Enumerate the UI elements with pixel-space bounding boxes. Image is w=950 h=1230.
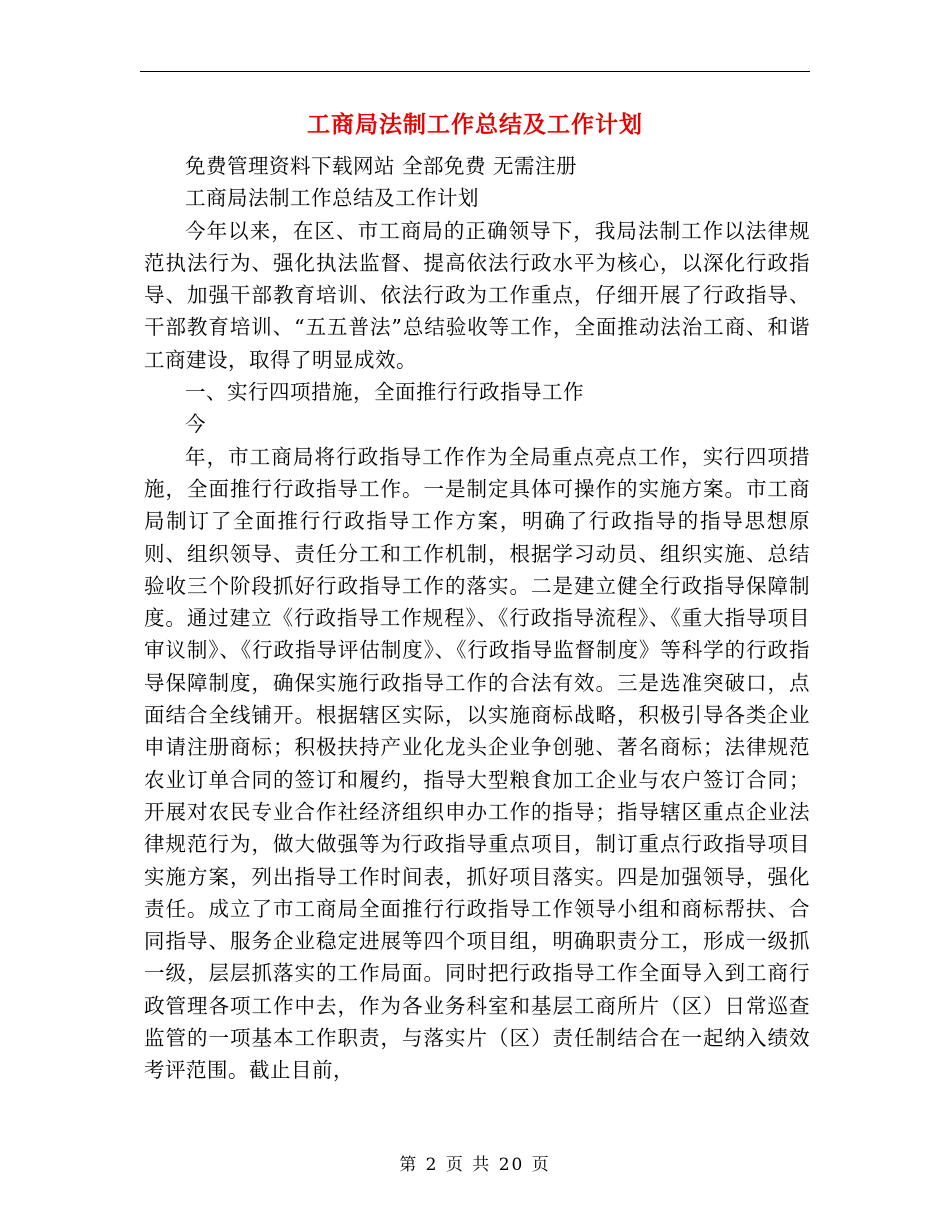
paragraph-fragment: 今 (185, 412, 206, 437)
paragraph-measures: 年，市工商局将行政指导工作作为全局重点亮点工作，实行四项措施，全面推行行政指导工作。一是制定具体可操作的实施方案。市工商局制订了全面推行行政指导工作方案，明确了行政指导的指导思想原则、组织领导、责任分工和工作机制，根据学习动员、组织实施、总结验收三个阶段抓好行政指导工作的落实。二是建立健全行政指导保障制度。通过建立《行政指导工作规程》、《行政指导流程》、《重大指导项目审议制》、《行政指导评估制度》、《行政指导监督制度》等科学的行政指导保障制度，确保实施行政指导工作的合法有效。三是选准突破口，点面结合全线铺开。根据辖区实际，以实施商标战略，积极引导各类企业申请注册商标；积极扶持产业化龙头企业争创驰、著名商标；法律规范农业订单合同的签订和履约，指导大型粮食加工企业与农户签订合同；开展对农民专业合作社经济组织申办工作的指导；指导辖区重点企业法律规范行为，做大做强等为行政指导重点项目，制订重点行政指导项目实施方案，列出指导工作时间表，抓好项目落实。四是加强领导，强化责任。成立了市工商局全面推行行政指导工作领导小组和商标帮扶、合同指导、服务企业稳定进展等四个项目组，明确职责分工，形成一级抓一级，层层抓落实的工作局面。同时把行政指导工作全面导入到工商行政管理各项工作中去，作为各业务科室和基层工商所片（区）日常巡查监管的一项基本工作职责，与落实片（区）责任制结合在一起纳入绩效考评范围。截止目前， (144, 444, 810, 1083)
section-heading-1: 一、实行四项措施，全面推行行政指导工作 (185, 380, 584, 405)
document-body (144, 150, 810, 1087)
paragraph-subtitle: 工商局法制工作总结及工作计划 (185, 186, 479, 211)
document-title: 工商局法制工作总结及工作计划 (307, 112, 643, 138)
paragraph-intro: 今年以来，在区、市工商局的正确领导下，我局法制工作以法律规范执法行为、强化执法监督、提高依法行政水平为核心，以深化行政指导、加强干部教育培训、依法行政为工作重点，仔细开展了行政指导、干部教育培训、“五五普法”总结验收等工作，全面推动法治工商、和谐工商建设，取得了明显成效。 (144, 218, 810, 372)
page-number-footer: 第 2 页 共 20 页 (399, 1155, 551, 1175)
header-rule (140, 71, 810, 72)
paragraph-site-notice: 免费管理资料下载网站 全部免费 无需注册 (185, 154, 578, 178)
